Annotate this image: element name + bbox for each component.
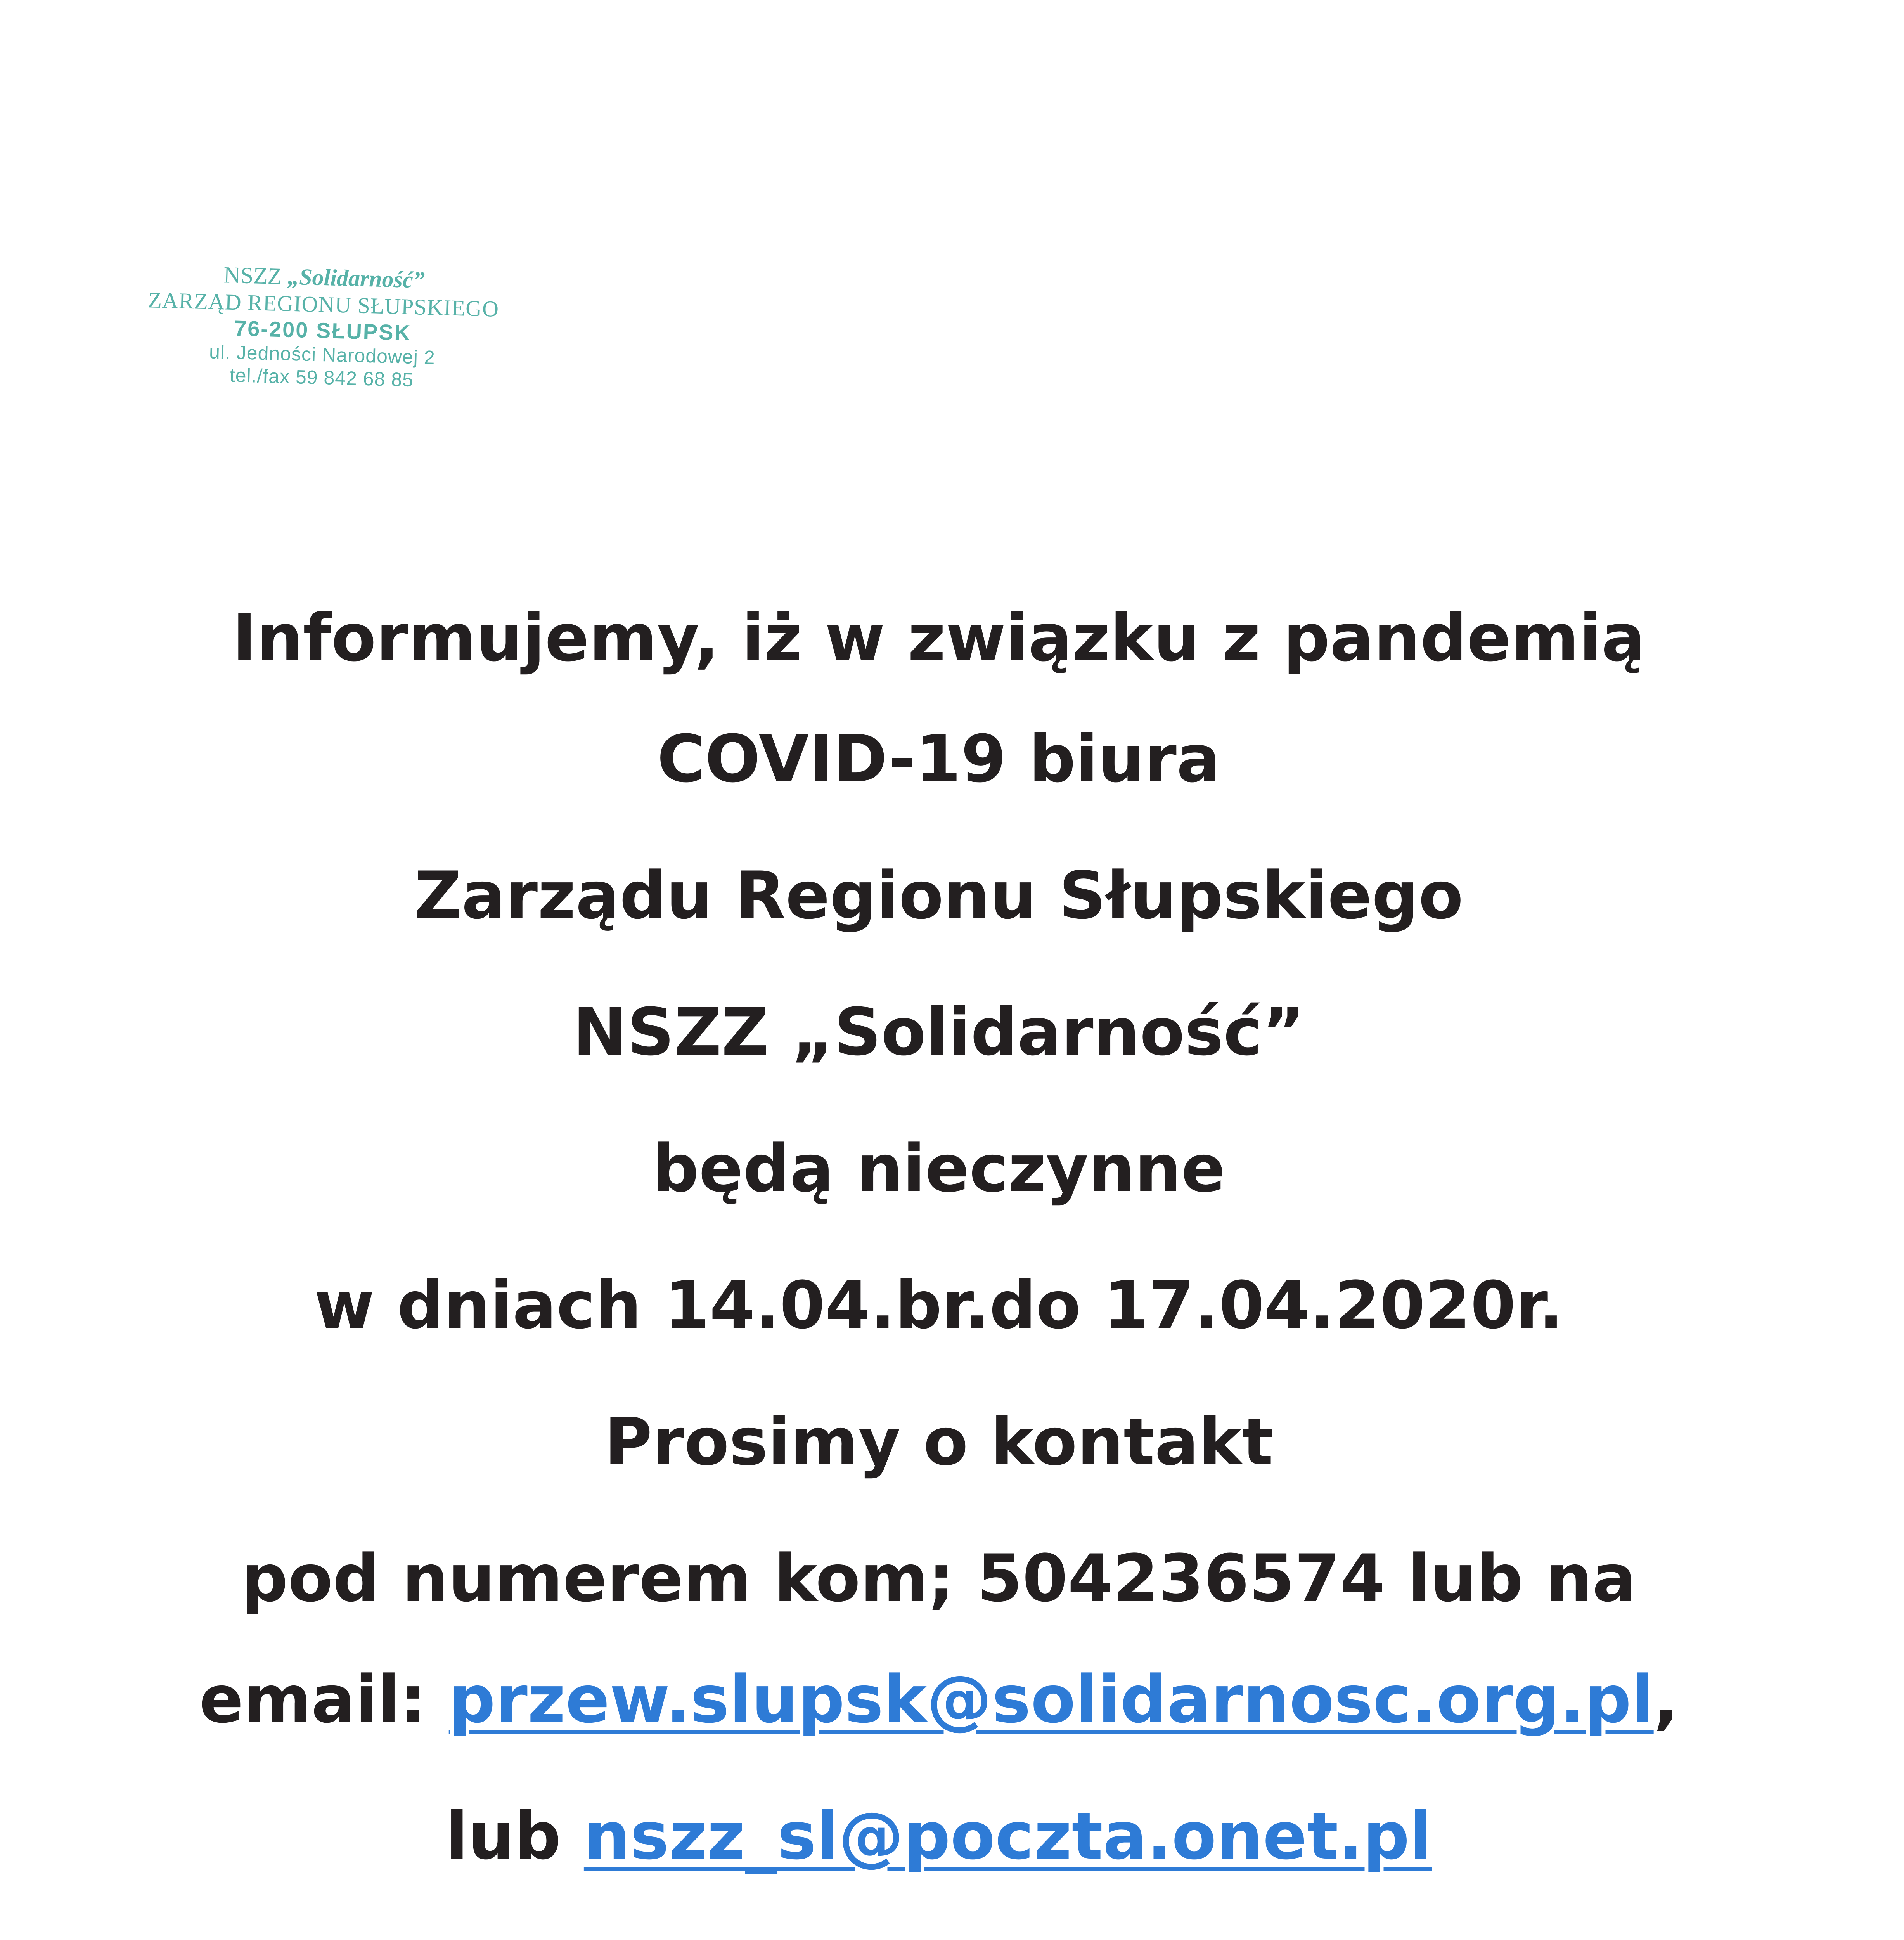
stamp-top: [146, 259, 500, 394]
stamp-city: 76-200 SŁUPSK: [234, 316, 412, 345]
email-comma: ,: [1653, 1661, 1679, 1737]
email-link-primary[interactable]: przew.slupsk@solidarnosc.org.pl: [448, 1661, 1654, 1737]
stamp-board-name: ZARZĄD REGIONU SŁUPSKIEGO: [147, 287, 499, 322]
notice-line-9: [116, 1661, 1761, 1803]
notice-line-7: Prosimy o kontakt: [604, 1404, 1273, 1480]
stamp-phone: tel./fax 59 842 68 85: [229, 364, 414, 391]
notice-line-1: Informujemy, iż w związku z pandemią: [232, 600, 1646, 676]
email-label: email:: [199, 1661, 449, 1737]
notice-line-2: COVID-19 biura: [657, 721, 1221, 797]
notice-line-8: pod numerem kom; 504236574 lub na: [241, 1540, 1636, 1616]
notice-body: [116, 600, 1761, 1940]
notice-line-5: będą nieczynne: [652, 1131, 1225, 1207]
notice-line-10: [116, 1798, 1761, 1940]
notice-line-6: w dniach 14.04.br.do 17.04.2020r.: [314, 1267, 1564, 1343]
email-link-secondary[interactable]: nszz_sl@poczta.onet.pl: [583, 1798, 1432, 1874]
stamp-street: ul. Jedności Narodowej 2: [209, 341, 436, 369]
notice-line-4: NSZZ „Solidarność”: [573, 994, 1305, 1070]
alt-email-label: lub: [445, 1798, 584, 1874]
stamp-title: NSZZ „Solidarność”: [223, 262, 425, 293]
notice-line-3: Zarządu Regionu Słupskiego: [414, 857, 1463, 934]
